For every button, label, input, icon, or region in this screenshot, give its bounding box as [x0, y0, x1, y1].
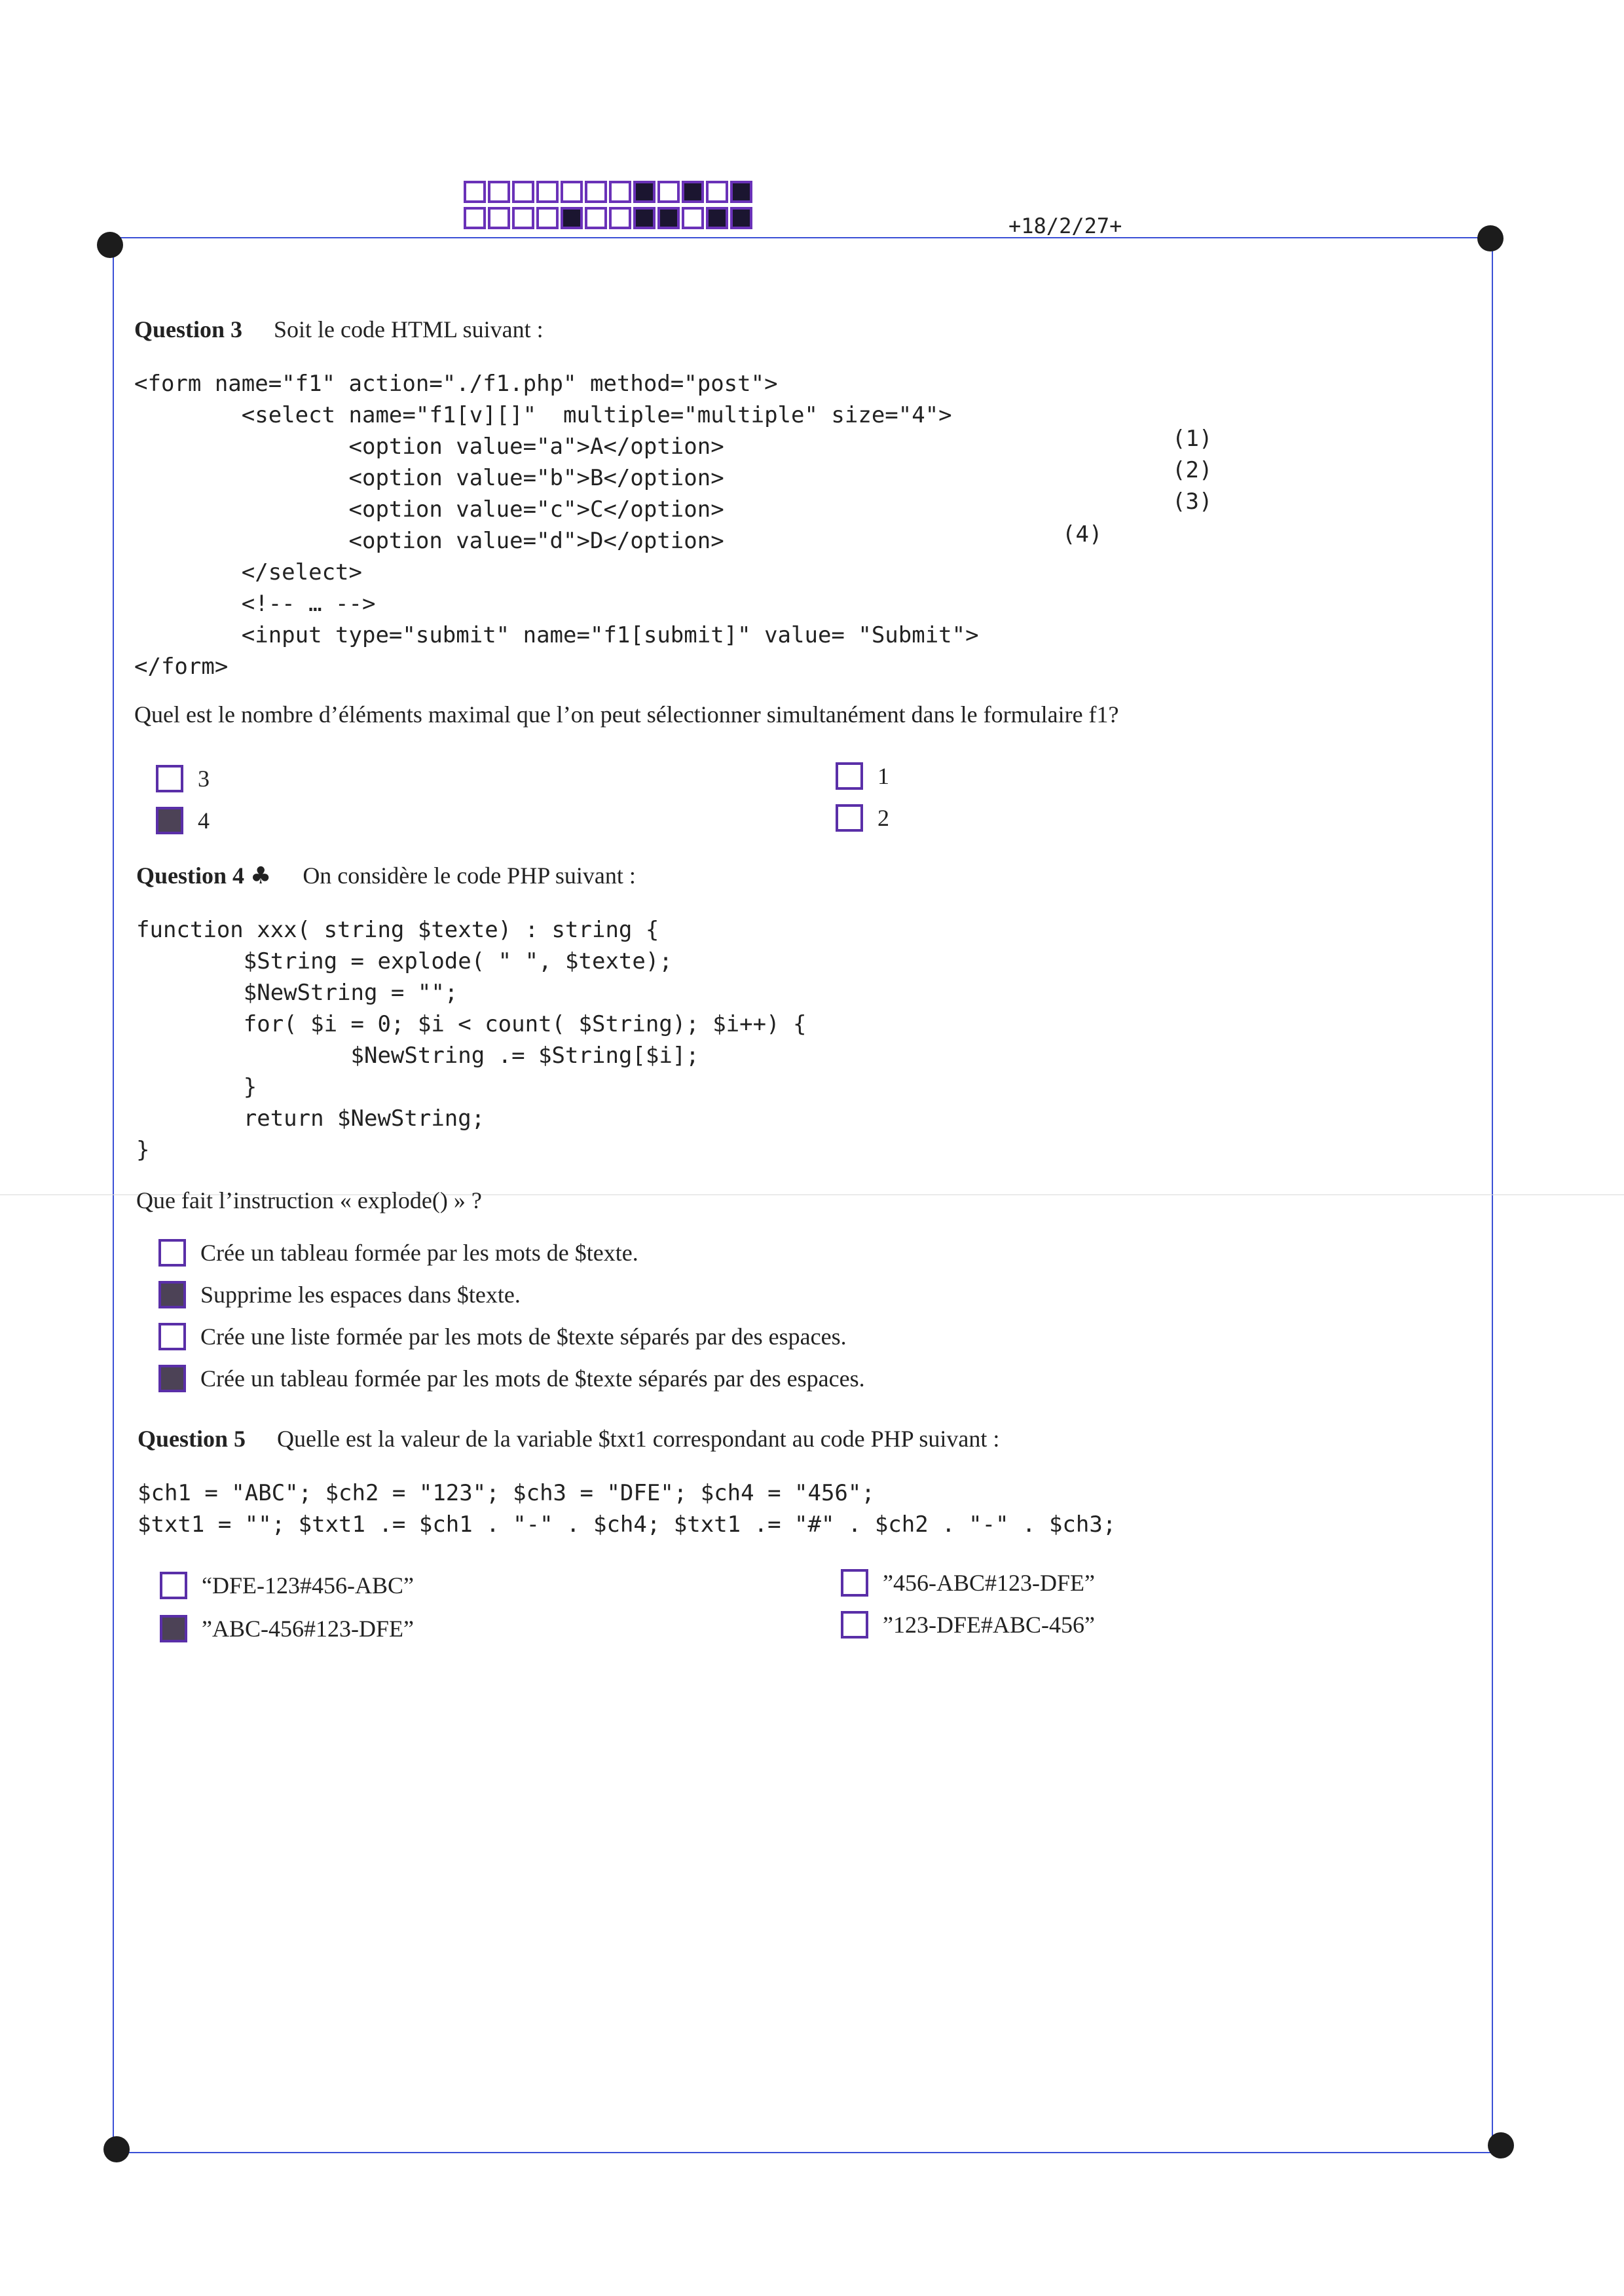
question-3-code: <form name="f1" action="./f1.php" method="post"> <select name="f1[v][]" multiple="multiple" size="4"> <option value="a">A</option> <option value="b">B</option> <option value="c">C</option> <option value="d">D</option> </select> <!-- … --> <input type="submit" name="f1[submit]" value= "Submit"> </form>	[134, 371, 979, 680]
choice-label: 2	[877, 805, 889, 831]
checkbox[interactable]	[156, 807, 183, 834]
id-grid-cell	[536, 207, 559, 229]
id-grid-cell	[488, 207, 510, 229]
question-4-prompt: On considère le code PHP suivant :	[303, 862, 636, 889]
choice-label: Crée une liste formée par les mots de $texte séparés par des espaces.	[200, 1324, 847, 1350]
checkbox[interactable]	[158, 1323, 186, 1350]
q5-choice-abc[interactable]	[160, 1615, 414, 1642]
id-grid-cell	[585, 207, 607, 229]
question-4-text: Que fait l’instruction « explode() » ?	[136, 1187, 482, 1213]
q4-choice-2[interactable]	[158, 1281, 521, 1308]
id-grid-cell	[585, 181, 607, 203]
choice-label: 3	[198, 766, 210, 792]
checkbox[interactable]	[841, 1569, 868, 1597]
id-grid-cell	[512, 207, 534, 229]
id-grid-cell	[464, 181, 486, 203]
id-grid-cell	[609, 181, 631, 203]
choice-label: 1	[877, 763, 889, 789]
id-grid-cell	[706, 181, 728, 203]
id-grid-row-2	[464, 207, 752, 229]
q4-choice-3[interactable]	[158, 1323, 847, 1350]
q3-choice-1[interactable]	[836, 762, 889, 790]
id-grid-cell	[730, 181, 752, 203]
choice-label: “DFE-123#456-ABC”	[202, 1572, 414, 1599]
choice-label: Supprime les espaces dans $texte.	[200, 1282, 521, 1308]
id-grid-cell	[682, 181, 704, 203]
id-grid-cell	[682, 207, 704, 229]
choice-label: Crée un tableau formée par les mots de $texte séparés par des espaces.	[200, 1365, 865, 1392]
question-4-label-text: Question 4	[136, 862, 245, 889]
student-id-grid	[464, 181, 752, 233]
checkbox[interactable]	[836, 804, 863, 832]
checkbox[interactable]	[158, 1239, 186, 1267]
code-mark-4: (4)	[1062, 521, 1103, 547]
q4-choice-1[interactable]	[158, 1239, 638, 1267]
question-4-code: function xxx( string $texte) : string { $String = explode( " ", $texte); $NewString = ""; for( $i = 0; $i < count( $String); $i++) { $NewString .= $String[$i]; } return $NewString; }	[136, 917, 807, 1163]
code-mark-3: (3)	[1172, 489, 1213, 515]
question-3-prompt: Soit le code HTML suivant :	[274, 316, 544, 343]
question-4-header	[136, 862, 636, 889]
question-5-prompt: Quelle est la valeur de la variable $txt1 correspondant au code PHP suivant :	[277, 1426, 1000, 1452]
q3-choice-4[interactable]	[156, 807, 210, 834]
corner-marker-top-left	[97, 232, 123, 258]
id-grid-cell	[730, 207, 752, 229]
choice-label: ”ABC-456#123-DFE”	[202, 1616, 414, 1642]
checkbox[interactable]	[160, 1615, 187, 1642]
id-grid-cell	[609, 207, 631, 229]
corner-marker-bottom-right	[1488, 2132, 1514, 2158]
id-grid-cell	[657, 181, 680, 203]
club-icon: ♣	[250, 862, 272, 889]
page-id: +18/2/27+	[1008, 213, 1122, 238]
corner-marker-bottom-left	[103, 2136, 130, 2162]
question-3-text: Quel est le nombre d’éléments maximal que l’on peut sélectionner simultanément dans le formulaire f1?	[134, 701, 1119, 728]
q5-choice-dfe[interactable]	[160, 1572, 414, 1599]
id-grid-cell	[464, 207, 486, 229]
code-mark-1: (1)	[1172, 426, 1213, 452]
question-3-header	[134, 316, 544, 343]
question-5-code: $ch1 = "ABC"; $ch2 = "123"; $ch3 = "DFE"; $ch4 = "456"; $txt1 = ""; $txt1 .= $ch1 . "-" . $ch4; $txt1 .= "#" . $ch2 . "-" . $ch3;	[138, 1480, 1116, 1538]
id-grid-cell	[512, 181, 534, 203]
checkbox[interactable]	[156, 765, 183, 792]
question-4-label	[136, 862, 271, 889]
choice-label: Crée un tableau formée par les mots de $texte.	[200, 1240, 638, 1266]
id-grid-cell	[488, 181, 510, 203]
id-grid-cell	[561, 181, 583, 203]
choice-label: ”123-DFE#ABC-456”	[883, 1612, 1095, 1638]
question-5-header	[138, 1425, 999, 1453]
choice-label: ”456-ABC#123-DFE”	[883, 1570, 1095, 1596]
corner-marker-top-right	[1477, 225, 1504, 251]
id-grid-cell	[706, 207, 728, 229]
q5-choice-456[interactable]	[841, 1569, 1095, 1597]
id-grid-row-1	[464, 181, 752, 203]
question-5-label: Question 5	[138, 1426, 246, 1452]
q3-choice-3[interactable]	[156, 765, 210, 792]
id-grid-cell	[633, 207, 655, 229]
q3-choice-2[interactable]	[836, 804, 889, 832]
checkbox[interactable]	[158, 1281, 186, 1308]
id-grid-cell	[561, 207, 583, 229]
id-grid-cell	[657, 207, 680, 229]
checkbox[interactable]	[841, 1611, 868, 1639]
q4-choice-4[interactable]	[158, 1365, 865, 1392]
checkbox[interactable]	[158, 1365, 186, 1392]
id-grid-cell	[633, 181, 655, 203]
checkbox[interactable]	[836, 762, 863, 790]
q5-choice-123[interactable]	[841, 1611, 1095, 1639]
question-3-label: Question 3	[134, 316, 243, 343]
code-mark-2: (2)	[1172, 457, 1213, 483]
checkbox[interactable]	[160, 1572, 187, 1599]
id-grid-cell	[536, 181, 559, 203]
choice-label: 4	[198, 807, 210, 834]
